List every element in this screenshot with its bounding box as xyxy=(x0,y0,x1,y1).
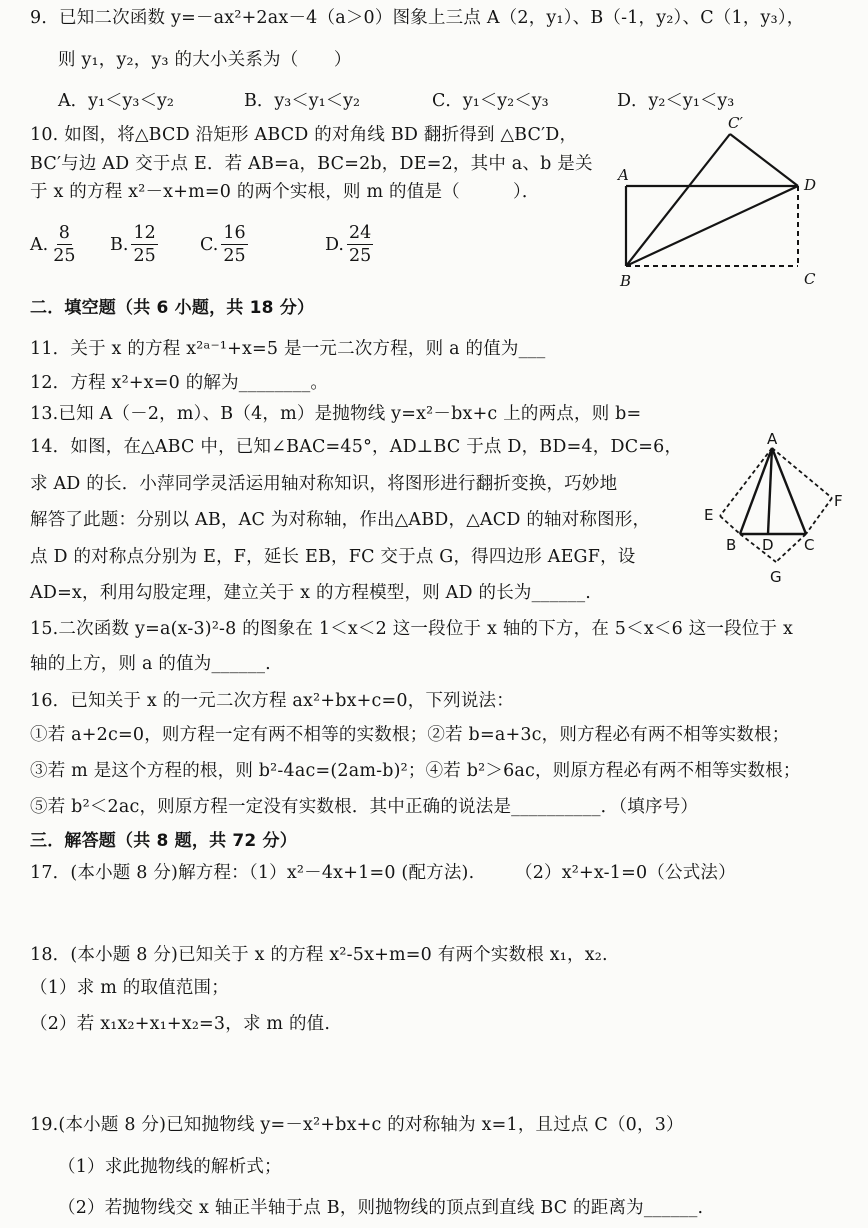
q15-line1: 15.二次函数 y=a(x-3)²-8 的图象在 1＜x＜2 这一段位于 x 轴的下方，在 5＜x＜6 这一段位于 x xyxy=(30,619,794,639)
q10-line2: BC′与边 AD 交于点 E．若 AB=a，BC=2b，DE=2，其中 a、b 是关 xyxy=(30,154,593,174)
q14-line2: 求 AD 的长．小萍同学灵活运用轴对称知识，将图形进行翻折变换，巧妙地 xyxy=(30,474,618,494)
q10-edge-c1d xyxy=(730,134,798,186)
q10-label-b: B xyxy=(620,272,632,290)
q16-line4: ⑤若 b²＜2ac，则原方程一定没有实数根．其中正确的说法是__________．（填序号） xyxy=(30,797,699,817)
q10-option-b-num: 12 xyxy=(133,223,156,243)
q16-line2: ①若 a+2c=0，则方程一定有两不相等的实数根；②若 b=a+3c，则方程必有两不相等实数根； xyxy=(30,725,790,745)
q10-option-d-num: 24 xyxy=(348,223,372,243)
q14-label-b: B xyxy=(726,536,737,554)
q10-option-c: C. $\frac{16}{25}$ xyxy=(200,223,246,266)
q10-option-c-num: 16 xyxy=(223,223,246,243)
q9-option-b: B．y₃＜y₁＜y₂ xyxy=(244,91,361,111)
q18-line2: （1）求 m 的取值范围； xyxy=(30,978,229,998)
q10-edge-bd xyxy=(626,186,798,266)
q9-option-c: C．y₁＜y₂＜y₃ xyxy=(432,91,549,111)
q14-edge-eb xyxy=(720,516,740,534)
q10-edge-bc1 xyxy=(626,134,730,266)
q14-figure xyxy=(700,428,850,588)
q14-label-d: D xyxy=(762,536,774,554)
q14-edge-ae xyxy=(720,448,772,516)
q10-option-b-den: 25 xyxy=(133,246,156,266)
q14-line1: 14．如图，在△ABC 中，已知∠BAC=45°，AD⊥BC 于点 D，BD=4，DC=6， xyxy=(30,437,683,457)
q14-label-f: F xyxy=(834,492,843,510)
q9-line2: 则 y₁，y₂，y₃ 的大小关系为（ ） xyxy=(58,50,352,70)
q14-edge-cg xyxy=(776,534,806,562)
q16-line1: 16．已知关于 x 的一元二次方程 ax²+bx+c=0，下列说法： xyxy=(30,691,514,711)
q10-line3: 于 x 的方程 x²－x+m=0 的两个实根，则 m 的值是（ ）． xyxy=(30,182,540,202)
q17-part1: 17．(本小题 8 分)解方程：（1）x²－4x+1=0 (配方法). xyxy=(30,863,475,883)
q15-line2: 轴的上方，则 a 的值为______. xyxy=(30,654,271,674)
q14-label-a: A xyxy=(767,430,778,448)
q14-edge-ac xyxy=(772,448,806,534)
q18-line1: 18．(本小题 8 分)已知关于 x 的方程 x²-5x+m=0 有两个实数根 x₁，x₂. xyxy=(30,945,608,965)
q13: 13.已知 A（－2，m）、B（4，m）是抛物线 y=x²－bx+c 上的两点，则 b= xyxy=(30,404,642,424)
q10-option-a-num: 8 xyxy=(58,223,70,243)
q14-edge-ab xyxy=(740,448,772,534)
q14-edge-fc xyxy=(806,498,832,534)
q14-line5: AD=x，利用勾股定理，建立关于 x 的方程模型，则 AD 的长为______. xyxy=(30,583,592,603)
q10-label-c: C xyxy=(804,270,816,288)
q10-option-c-den: 25 xyxy=(223,246,246,266)
q10-line1: 10. 如图，将△BCD 沿矩形 ABCD 的对角线 BD 翻折得到 △BC′D， xyxy=(30,125,578,145)
q14-line3: 解答了此题：分别以 AB，AC 为对称轴，作出△ABD，△ACD 的轴对称图形， xyxy=(30,510,651,530)
q12: 12．方程 x²+x=0 的解为________。 xyxy=(30,373,329,393)
section-2-heading: 二．填空题（共 6 小题，共 18 分） xyxy=(30,298,315,318)
q10-option-b: B. $\frac{12}{25}$ xyxy=(110,223,156,266)
q14-label-e: E xyxy=(704,506,714,524)
section-3-heading: 三．解答题（共 8 题，共 72 分） xyxy=(30,831,297,851)
q9-option-d: D．y₂＜y₁＜y₃ xyxy=(617,91,735,111)
q10-figure xyxy=(612,112,844,294)
q18-line3: （2）若 x₁x₂+x₁+x₂=3，求 m 的值. xyxy=(30,1014,331,1034)
q10-option-d-den: 25 xyxy=(348,246,372,266)
q19-line2: （1）求此抛物线的解析式； xyxy=(58,1157,282,1177)
q10-label-a: A xyxy=(618,166,629,184)
q11: 11．关于 x 的方程 x²ᵃ⁻¹+x=5 是一元二次方程，则 a 的值为___ xyxy=(30,339,546,359)
q9-option-a: A．y₁＜y₃＜y₂ xyxy=(58,91,174,111)
q19-line1: 19.(本小题 8 分)已知抛物线 y=－x²+bx+c 的对称轴为 x=1，且过点 C（0，3） xyxy=(30,1115,684,1135)
q14-line4: 点 D 的对称点分别为 E，F，延长 EB，FC 交于点 G，得四边形 AEGF，设 xyxy=(30,547,636,567)
q17-part2: （2）x²+x-1=0（公式法） xyxy=(515,863,736,883)
q10-label-c-prime: C′ xyxy=(728,114,743,132)
q14-label-c: C xyxy=(804,536,815,554)
q9-line1: 9．已知二次函数 y=－ax²+2ax－4（a＞0）图象上三点 A（2，y₁）、B（-1，y₂）、C（1，y₃）， xyxy=(30,8,805,28)
q16-line3: ③若 m 是这个方程的根，则 b²-4ac=(2am-b)²；④若 b²＞6ac，则原方程必有两不相等实数根； xyxy=(30,761,801,781)
q14-label-g: G xyxy=(770,568,782,586)
q10-option-d: D. $\frac{24}{25}$ xyxy=(325,223,372,266)
q19-line3: （2）若抛物线交 x 轴正半轴于点 B，则抛物线的顶点到直线 BC 的距离为______. xyxy=(58,1198,704,1218)
q10-label-d: D xyxy=(804,176,817,194)
q10-option-a-den: 25 xyxy=(53,246,76,266)
q14-edge-ad xyxy=(768,448,772,534)
q10-option-a: A. $\frac{8}{25}$ xyxy=(30,223,76,266)
